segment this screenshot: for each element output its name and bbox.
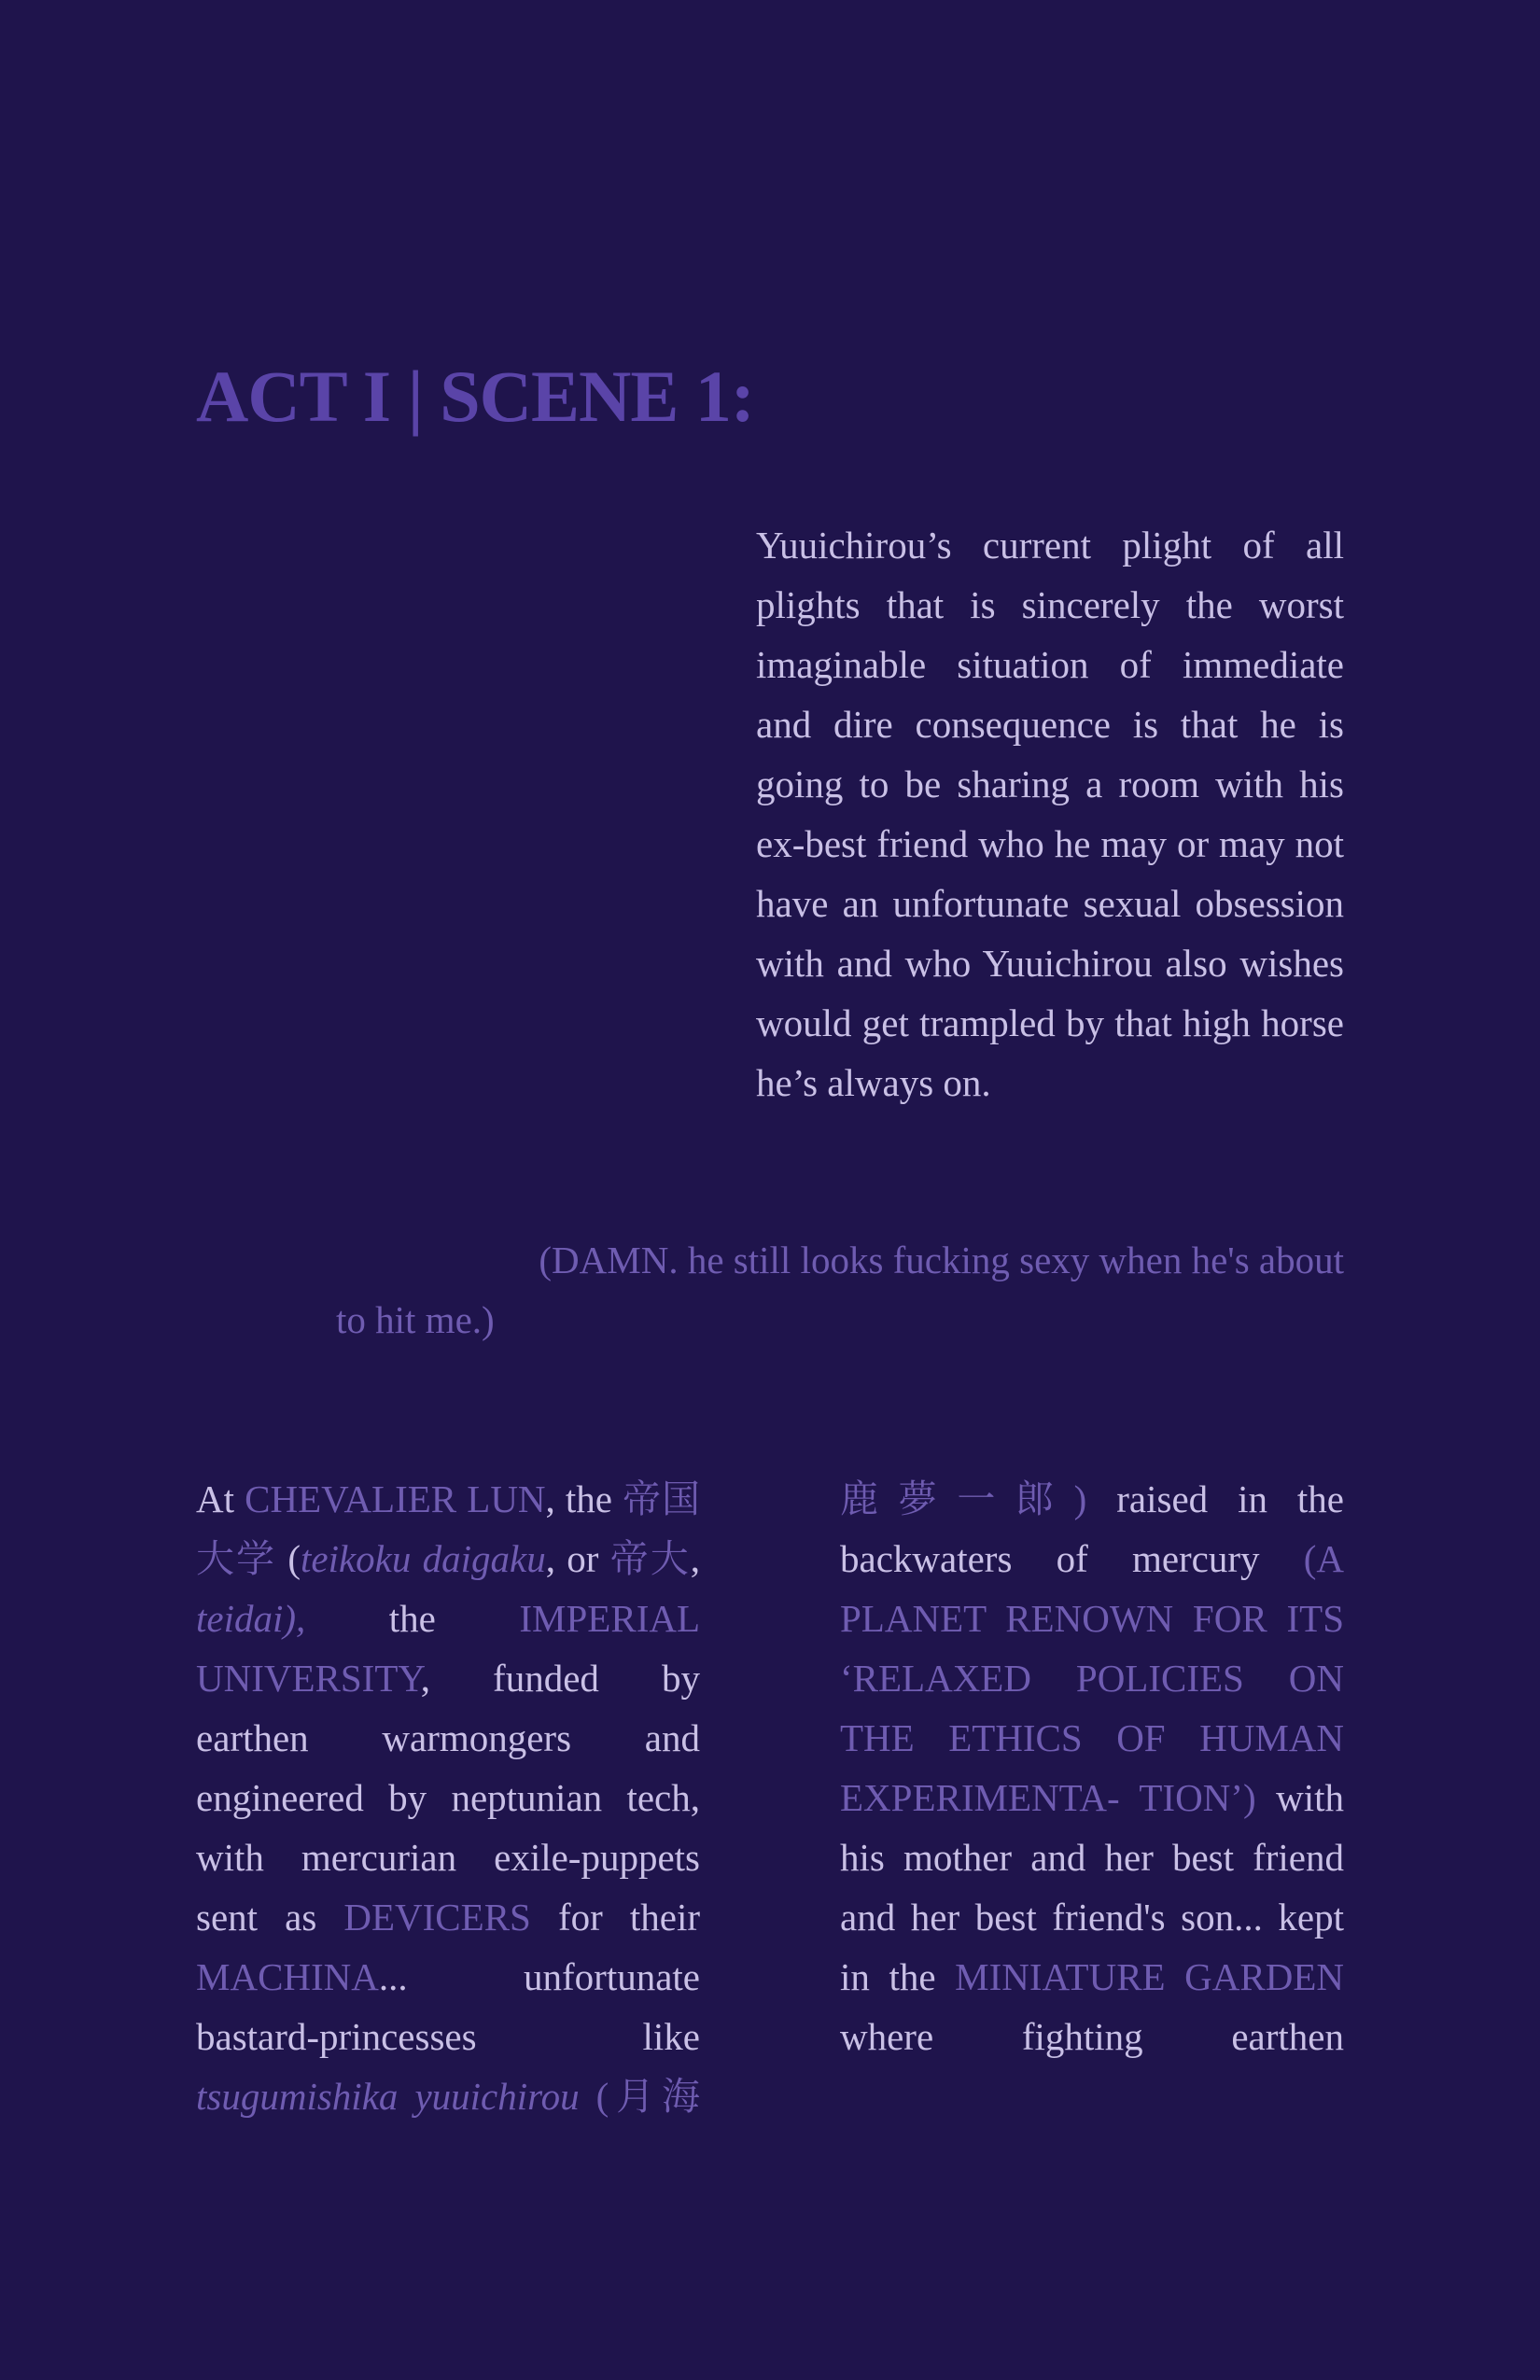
right-column-paragraph bbox=[840, 1469, 1344, 2066]
left-column-paragraph bbox=[196, 1469, 700, 2126]
text-run: ( bbox=[276, 1537, 301, 1580]
highlight-machina: MACHINA bbox=[196, 1955, 379, 1998]
intro-paragraph: Yuuichirou’s current plight of all plights that is sincerely the worst imaginable situation of immediate and dire consequence is that he is going to be sharing a room with his ex-best friend who he may or may not have an unfortunate sexual obsession with and who Yuuichirou also wishes would get trampled by that high horse he’s always on. bbox=[756, 524, 1344, 1104]
highlight-miniature-garden: MINIATURE GARDEN bbox=[955, 1955, 1344, 1998]
highlight-imperial-university: IMPERIAL UNIVERSITY bbox=[196, 1597, 700, 1700]
text-run: where fighting earthen bbox=[840, 2015, 1344, 2058]
text-run: , bbox=[690, 1537, 701, 1580]
highlight-devicers: DEVICERS bbox=[343, 1896, 531, 1939]
aside-quote bbox=[336, 1230, 1344, 1350]
highlight-kanji-teikoku-daigaku: 帝国大学 bbox=[196, 1477, 700, 1580]
highlight-kanji-teidai: 帝大 bbox=[609, 1537, 691, 1580]
text-run: , or bbox=[545, 1537, 610, 1580]
aside-line-1: (DAMN. he still looks fucking sexy when he's about bbox=[539, 1239, 1344, 1281]
romaji-name: tsugumishika yuuichirou bbox=[196, 2075, 580, 2118]
highlight-chevalier-lun: CHEVALIER LUN bbox=[245, 1477, 546, 1520]
text-run: with his mother and her best friend and her best friend's son... kept in the bbox=[840, 1776, 1344, 1998]
aside-line-2: to hit me.) bbox=[336, 1298, 495, 1341]
text-run: the bbox=[305, 1597, 520, 1640]
text-run: for their bbox=[530, 1896, 700, 1939]
chapter-heading: ACT I | SCENE 1: bbox=[196, 356, 754, 437]
highlight-kanji-name-end: 鹿夢一郎) bbox=[840, 1477, 1087, 1520]
highlight-kanji-name-start: (月海 bbox=[579, 2075, 700, 2118]
text-run: , funded by earthen warmongers and engineered by neptunian tech, with mercurian exile-puppets sent as bbox=[196, 1657, 700, 1939]
text-run: At bbox=[196, 1477, 245, 1520]
highlight-mercury-note: (A PLANET RENOWN FOR ITS ‘RELAXED POLICIES ON THE ETHICS OF HUMAN EXPERIMENTA- TION’) bbox=[840, 1537, 1344, 1819]
text-run: ... unfortunate bastard-princesses like bbox=[196, 1955, 700, 2058]
romaji-teidai: teidai), bbox=[196, 1597, 306, 1640]
romaji-teikoku-daigaku: teikoku daigaku bbox=[301, 1537, 546, 1580]
text-run: , the bbox=[545, 1477, 623, 1520]
text-run: raised in the backwaters of mercury bbox=[840, 1477, 1344, 1580]
